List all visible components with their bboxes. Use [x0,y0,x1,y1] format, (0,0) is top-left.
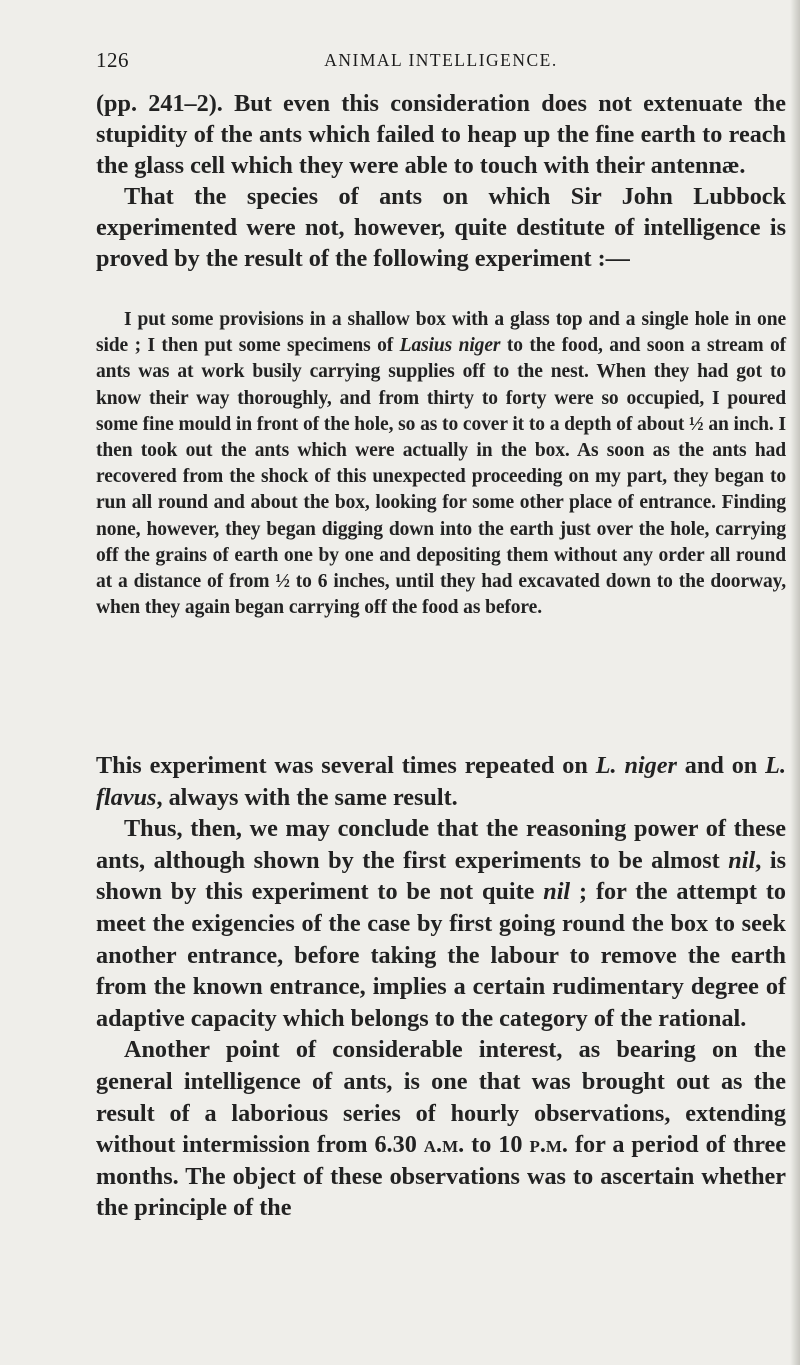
quote-text-1: I put some provisions in a shallow box with a glass top and a single hole in one side ; I then put some specimens of [96,309,786,357]
block-quote [96,307,786,621]
paragraph-lubbock-intro: That the species of ants on which Sir John Lubbock experimented were not, however, quite destitute of intelligence is proved by the result of the following experiment :— [96,183,786,272]
text-span: and on [676,752,766,779]
text-span: to 10 [464,1131,530,1159]
quote-text-2: to the food, and soon a stream of ants was at work busily carrying supplies off to the nest. When they had got to know their way thoroughly, and from thirty to forty were so occupied, I poured some fine mould in front of the hole, so as to cover it to a depth of about ½ an inch. I then took out the ants which were actually in the box. As soon as the ants had recovered from the shock of this unexpected proceeding on my part, they began to run all round and about the box, looking for some other place of entrance. Finding none, however, they began digging down into the earth just over the hole, carrying off the grains of earth one by one and depositing them without any order all round at a distance of from ½ to 6 inches, until they had excavated down to the doorway, when they again began carrying off the food as before. [96,335,786,619]
paragraph-conclusion [96,813,786,1034]
page-edge-shadow [790,0,800,1365]
text-span: ; for the attempt to meet the exigencies of the case by first going round the box to seek another entrance, before taking the labour to remove the earth from the known entrance, implies a certain rudimentary degree of adaptive capacity which belongs to the category of the rational. [96,878,786,1032]
emphasis: nil [728,846,756,874]
text-span: This experiment was several times repeated on [96,752,596,779]
text-span: Another point of considerable interest, as bearing on the general intelligence of ants, is one that was brought out as the result of a laborious series of hourly observations, extending without intermission from 6.30 [96,1036,786,1159]
running-head: ANIMAL INTELLIGENCE. [324,50,558,70]
page-number: 126 [96,48,129,72]
time-abbrev: p.m. [529,1131,568,1159]
lower-text-block [96,750,786,1224]
species-name: L. flavus [96,752,786,811]
emphasis: nil [543,878,571,906]
text-span: for a period of three months. The object of these observations was to ascertain whether the principle of the [96,1131,786,1222]
paragraph-observations [96,1034,786,1224]
quote-paragraph [96,307,786,621]
species-name: L. niger [595,752,677,779]
page-header [96,48,786,84]
top-text-block [96,88,786,274]
text-span: , is shown by this experiment to be not quite [96,846,786,906]
paragraph-continuation: (pp. 241–2). But even this consideration does not extenuate the stupidity of the ants which failed to heap up the fine earth to reach the glass cell which they were able to touch with their antennæ. [96,90,786,179]
time-abbrev: a.m. [423,1131,465,1159]
text-span: , always with the same result. [156,783,458,811]
text-span: Thus, then, we may conclude that the reasoning power of these ants, although shown by the first experiments to be almost [96,815,786,874]
species-name: Lasius niger [399,335,501,357]
paragraph-repeated [96,750,786,813]
